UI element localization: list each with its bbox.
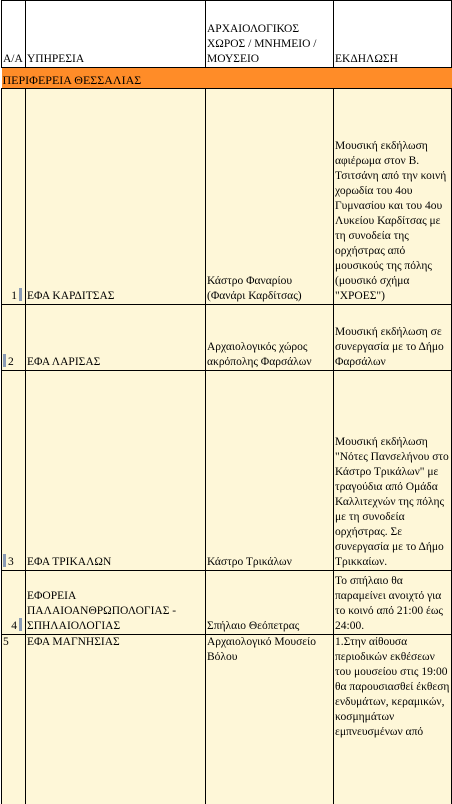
cell-marker-icon	[3, 554, 6, 567]
table-header-row	[2, 1, 452, 68]
region-row	[2, 68, 452, 89]
header-service: ΥΠΗΡΕΣΙΑ	[26, 1, 206, 68]
cell-marker-icon	[3, 354, 6, 367]
region-label: ΠΕΡΙΦΕΡΕΙΑ ΘΕΣΣΑΛΙΑΣ	[2, 68, 452, 89]
row-num: 4	[11, 620, 17, 632]
row-num-cell[interactable]	[2, 89, 26, 305]
table-row	[2, 89, 452, 305]
service-cell[interactable]: ΕΦΑ ΜΑΓΝΗΣΙΑΣ	[26, 635, 206, 804]
table-row	[2, 571, 452, 635]
events-table	[1, 0, 452, 804]
event-cell[interactable]: 1.Στην αίθουσα περιοδικών εκθέσεων του μουσείου στις 19:00 θα παρουσιασθεί έκθεση ενδυμάτων, κεραμικών, κοσμημάτων εμπνευσμένων από	[334, 635, 452, 804]
table-row	[2, 371, 452, 571]
table-row	[2, 305, 452, 371]
row-num: 3	[8, 556, 14, 568]
service-cell[interactable]: ΕΦΑ ΛΑΡΙΣΑΣ	[26, 305, 206, 371]
cell-marker-icon	[19, 288, 22, 301]
event-cell[interactable]: Μουσική εκδήλωση σε συνεργασία με το Δήμο Φαρσάλων	[334, 305, 452, 371]
row-num: 5	[3, 636, 9, 648]
site-cell[interactable]: Κάστρο Φαναρίου (Φανάρι Καρδίτσας)	[206, 89, 334, 305]
event-cell[interactable]: Μουσική εκδήλωση "Νότες Πανσελήνου στο Κάστρο Τρικάλων" με τραγούδια από Ομάδα Καλλιτεχνών της πόλης με τη συνοδεία ορχήστρας. Σε συνεργασία με το Δήμο Τρικκαίων.	[334, 371, 452, 571]
site-cell[interactable]: Σπήλαιο Θεόπετρας	[206, 571, 334, 635]
row-num: 2	[8, 356, 14, 368]
row-num: 1	[11, 290, 17, 302]
site-cell[interactable]: Αρχαιολογικό Μουσείο Βόλου	[206, 635, 334, 804]
header-site: ΑΡΧΑΙΟΛΟΓΙΚΟΣ ΧΩΡΟΣ / ΜΝΗΜΕΙΟ / ΜΟΥΣΕΙΟ	[206, 1, 334, 68]
row-num-cell[interactable]	[2, 305, 26, 371]
row-num-cell[interactable]	[2, 635, 26, 804]
row-num-cell[interactable]	[2, 571, 26, 635]
table-row	[2, 635, 452, 804]
event-cell[interactable]: Μουσική εκδήλωση αφιέρωμα στον Β. Τσιτσάνη από την κοινή χορωδία του 4ου Γυμνασίου και του 4ου Λυκείου Καρδίτσας με τη συνοδεία της ορχήστρας από μουσικούς της πόλης (μουσικό σχήμα "ΧΡΟΕΣ")	[334, 89, 452, 305]
site-cell[interactable]: Αρχαιολογικός χώρος ακρόπολης Φαρσάλων	[206, 305, 334, 371]
service-cell[interactable]: ΕΦΑ ΤΡΙΚΑΛΩΝ	[26, 371, 206, 571]
cell-marker-icon	[19, 618, 22, 631]
header-num: Α/Α	[2, 1, 26, 68]
site-cell[interactable]: Κάστρο Τρικάλων	[206, 371, 334, 571]
event-cell[interactable]: Το σπήλαιο θα παραμείνει ανοιχτό για το κοινό από 21:00 έως 24:00.	[334, 571, 452, 635]
row-num-cell[interactable]	[2, 371, 26, 571]
header-event: ΕΚΔΗΛΩΣΗ	[334, 1, 452, 68]
service-cell[interactable]: ΕΦΟΡΕΙΑ ΠΑΛΑΙΟΑΝΘΡΩΠΟΛΟΓΙΑΣ - ΣΠΗΛΑΙΟΛΟΓΙΑΣ	[26, 571, 206, 635]
service-cell[interactable]: ΕΦΑ ΚΑΡΔΙΤΣΑΣ	[26, 89, 206, 305]
